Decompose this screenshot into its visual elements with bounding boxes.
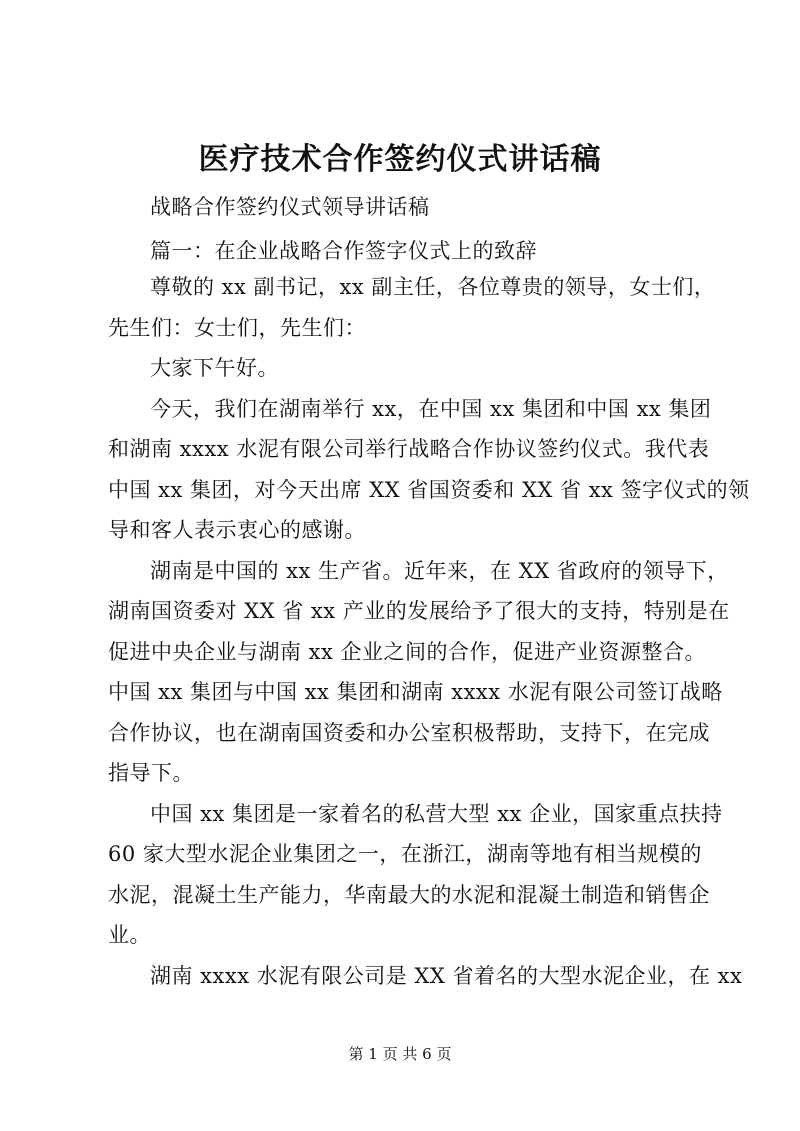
body-line: 战略合作签约仪式领导讲话稿 [150,195,430,219]
page-title: 医疗技术合作签约仪式讲话稿 [198,142,602,177]
body-line: 今天，我们在湖南举行 xx，在中国 xx 集团和中国 xx 集团 [150,397,712,421]
body-line: 指导下。 [108,761,194,785]
body-line: 先生们：女士们，先生们： [108,316,366,340]
body-line: 合作协议，也在湖南国资委和办公室积极帮助，支持下，在完成 [108,721,710,745]
body-line: 尊敬的 xx 副书记，xx 副主任，各位尊贵的领导，女士们， [150,275,716,299]
body-line: 湖南国资委对 XX 省 xx 产业的发展给予了很大的支持，特别是在 [108,599,730,623]
page-number: 第 1 页 共 6 页 [348,1045,452,1063]
body-line: 湖南是中国的 xx 生产省。近年来，在 XX 省政府的领导下， [150,559,729,583]
body-line: 和湖南 xxxx 水泥有限公司举行战略合作协议签约仪式。我代表 [108,437,710,461]
body-line: 中国 xx 集团与中国 xx 集团和湖南 xxxx 水泥有限公司签订战略 [108,680,723,704]
body-line: 导和客人表示衷心的感谢。 [108,518,366,542]
body-line: 促进中央企业与湖南 xx 企业之间的合作，促进产业资源整合。 [108,640,707,664]
body-line: 大家下午好。 [150,356,279,380]
body-line: 篇一：在企业战略合作签字仪式上的致辞 [150,239,537,263]
body-line: 业。 [108,923,151,947]
body-line: 60 家大型水泥企业集团之一，在浙江，湖南等地有相当规模的 [108,842,702,866]
body-line: 湖南 xxxx 水泥有限公司是 XX 省着名的大型水泥企业，在 xx [150,964,743,988]
body-line: 中国 xx 集团，对今天出席 XX 省国资委和 XX 省 xx 签字仪式的领 [108,478,750,502]
body-line: 中国 xx 集团是一家着名的私营大型 xx 企业，国家重点扶持 [150,802,723,826]
body-line: 水泥，混凝土生产能力，华南最大的水泥和混凝土制造和销售企 [108,883,710,907]
